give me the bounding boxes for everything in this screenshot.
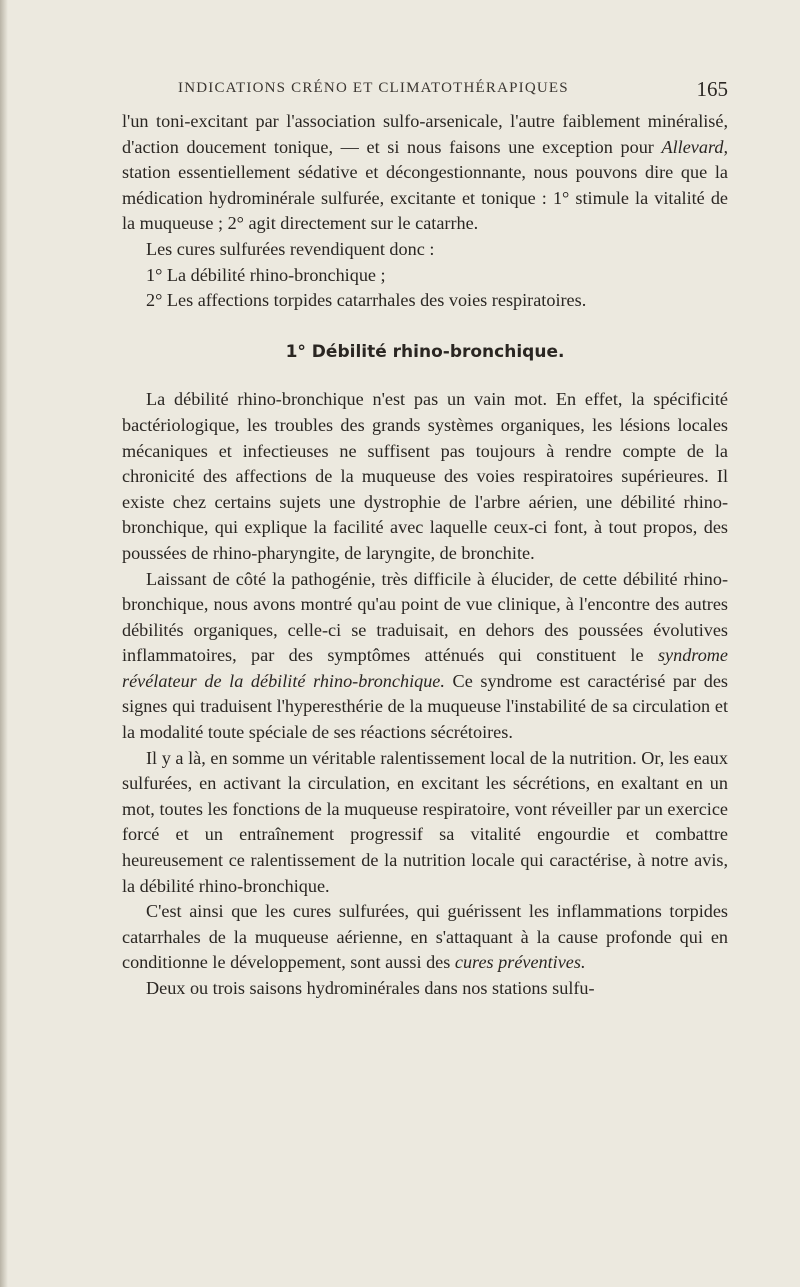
running-head: INDICATIONS CRÉNO ET CLIMATOTHÉRAPIQUES <box>178 80 569 96</box>
list-item: 2° Les affections torpides catarrhales des voies respiratoires. <box>146 290 587 311</box>
section-heading: 1° Débilité rhino-bronchique. <box>285 341 565 362</box>
place-name: Allevard, <box>661 136 728 157</box>
body-text <box>122 109 728 1002</box>
page-number: 165 <box>696 77 728 101</box>
paragraph: C'est ainsi que les cures sulfurées, qui guérissent les inflammations torpides catarrhales de la muqueuse aérienne, en s'attaquant à la cause profonde qui en conditionne le développement, sont aussi des cures préventives. <box>122 901 728 973</box>
page-gutter-shadow <box>0 0 8 1287</box>
paragraph: Il y a là, en somme un véritable ralentissement local de la nutrition. Or, les eaux sulfurées, en activant la circulation, en excitant les sécrétions, en exaltant en un mot, toutes les fonctions de la muqueuse respiratoire, vont réveiller par un exercice forcé et un entraînement progressif sa vitalité engourdie et combattre heureusement ce ralentissement de la nutrition locale qui caractérise, à notre avis, la débilité rhino-bronchique. <box>122 747 728 896</box>
page-header <box>178 77 738 104</box>
italic-term: syndrome révélateur de la débilité rhino-bronchique. <box>122 645 728 691</box>
paragraph: Les cures sulfurées revendiquent donc : <box>146 238 435 259</box>
paragraph: La débilité rhino-bronchique n'est pas un vain mot. En effet, la spécificité bactériologique, les troubles des grands systèmes organiques, les lésions locales mécaniques et infectieuses ne suffisent pas toujours à rendre compte de la chronicité des affections de la muqueuse des voies respiratoires supérieures. Il existe chez certains sujets une dystrophie de l'arbre aérien, une débilité rhino-bronchique, qui explique la facilité avec laquelle ceux-ci font, à tout propos, des poussées de rhino-pharyngite, de laryngite, de bronchite. <box>122 389 728 563</box>
paragraph: l'un toni-excitant par l'association sulfo-arsenicale, l'autre faiblement minéralisé, d'action doucement tonique, — et si nous faisons une exception pour Allevard, station essentiellement sédative et décongestionnante, nous pouvons dire que la médication hydrominérale sulfurée, excitante et tonique : 1° stimule la vitalité de la muqueuse ; 2° agit directement sur le catarrhe. <box>122 111 728 234</box>
list-item: 1° La débilité rhino-bronchique ; <box>146 264 386 285</box>
paragraph: Deux ou trois saisons hydrominérales dans nos stations sulfu- <box>146 978 595 998</box>
italic-term: cures préventives. <box>454 952 586 973</box>
paragraph: Laissant de côté la pathogénie, très difficile à élucider, de cette débilité rhino-bronchique, nous avons montré qu'au point de vue clinique, à l'encontre des autres débilités organiques, celle-ci se traduisait, en dehors des poussées évolutives inflammatoires, par des symptômes atténués qui constituent le syndrome révélateur de la débilité rhino-bronchique. Ce syndrome est caractérisé par des signes qui traduisent l'hyperesthérie de la muqueuse l'instabilité de sa circulation et la modalité toute spéciale de ses réactions sécrétoires. <box>122 568 728 743</box>
